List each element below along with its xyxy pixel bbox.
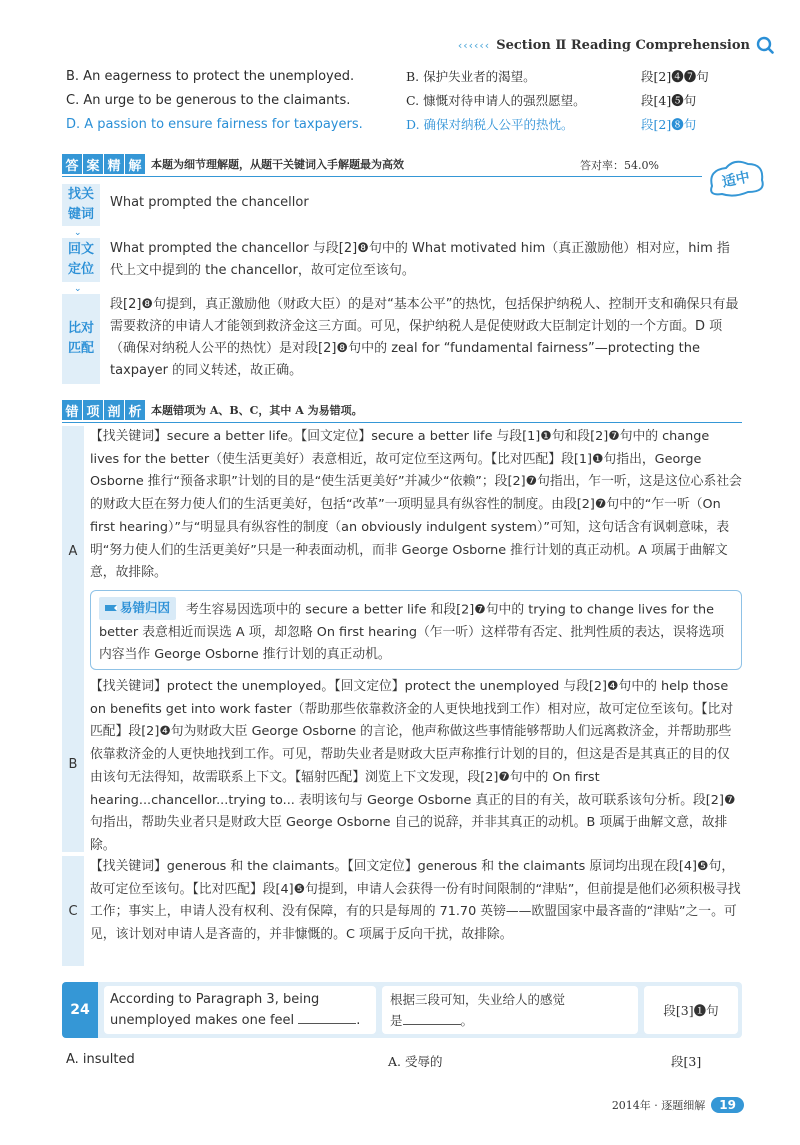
option-analysis: 【找关键词】secure a better life。【回文定位】secure a better life 与段[1]❶句和段[2]❼句中的 change lives for the better（使生活更美好）表意相近，故可定位至这两句。【比对匹配】段[1]❶句指出，George Osborne 推行“预备求职”计划的目的是“使生活更美好”并减少“依赖”；段[2]❼句指出，乍一听，这是这位心系社会的财政大臣在努力使人们的生活更美好，包括“改革”一项明显具有纵容性的制度。由段[2]❼句中的“乍一听（On first hearing）”与“明显具有纵容性的制度（an obviously indulgent system）”可知，这句话含有讽刺意味，表明“努力使人们的生活更美好”只是一种表面动机，而非 George Osborne 推行计划的真正动机。A 项属于曲解文意，故排除。 bbox=[90, 429, 742, 581]
wrong-option-b bbox=[62, 676, 742, 852]
option-letter: A bbox=[62, 426, 84, 676]
option-row-a bbox=[66, 1052, 726, 1070]
tag-char: 项 bbox=[83, 400, 103, 420]
tag-char: 剖 bbox=[104, 400, 124, 420]
option-cn: B. 保护失业者的渴望。 bbox=[406, 69, 536, 84]
question-stem-en: According to Paragraph 3, being unemployed makes one feel . bbox=[104, 986, 376, 1034]
option-analysis: 【找关键词】protect the unemployed。【回文定位】protect the unemployed 与段[2]❹句中的 help those on benefits get into work faster（帮助那些依靠救济金的人更快地找到工作）相对应，故可定位至该句。【比对匹配】段[2]❹句为财政大臣 George Osborne 的言论，他声称做这些事情能够帮助人们远离救济金，并帮助那些依靠救济金的人更快地找到工作。可见，帮助失业者是财政大臣声称推行计划的目的，但这是否是其真正的目的仅由该句无法得知，故需联系上下文。【辐射匹配】浏览上下文发现，段[2]❼句中的 On first hearing...chancellor...trying to... 表明该句与 George Osborne 真正的目的有关，故可联系该句分析。段[2]❼句指出，帮助失业者只是财政大臣 George Osborne 自己的说辞，并非其真正的动机。B 项属于曲解文意，故排除。 bbox=[90, 679, 736, 852]
option-en: D. A passion to ensure fairness for taxpayers. bbox=[66, 116, 363, 132]
question-number: 24 bbox=[62, 982, 98, 1038]
option-letter: B bbox=[62, 676, 84, 852]
answer-section-note: 本题为细节理解题，从题干关键词入手解题最为高效 bbox=[151, 158, 404, 171]
wrong-section-tag bbox=[62, 400, 145, 420]
tag-char: 析 bbox=[125, 400, 145, 420]
wrong-section-head bbox=[62, 400, 363, 420]
footer-text: 2014年 · 逐题细解 bbox=[611, 1099, 706, 1112]
option-cn: C. 慷慨对待申请人的强烈愿望。 bbox=[406, 93, 586, 108]
page-number: 19 bbox=[711, 1097, 744, 1113]
option-row-b bbox=[66, 64, 726, 88]
option-letter: C bbox=[62, 856, 84, 966]
option-ref: 段[2]❹❼句 bbox=[641, 69, 709, 84]
step-text: What prompted the chancellor 与段[2]❽句中的 What motivated him（真正激励他）相对应，him 指代上文中提到的 the chancellor，故可定位至该句。 bbox=[110, 241, 730, 278]
option-row-d-correct bbox=[66, 112, 726, 136]
options-table bbox=[66, 64, 726, 136]
step-locate-text bbox=[62, 238, 742, 286]
header-title: Section Ⅱ Reading Comprehension bbox=[496, 37, 750, 53]
option-ref: 段[4]❺句 bbox=[641, 93, 697, 108]
chevron-down-icon: ⌄ bbox=[74, 228, 82, 238]
badge-text: 适中 bbox=[720, 169, 752, 191]
page-footer bbox=[612, 1097, 744, 1113]
option-ref: 段[2]❽句 bbox=[641, 117, 697, 132]
question-stem-cn: 根据三段可知，失业给人的感觉 是 。 bbox=[382, 986, 638, 1034]
tag-char: 精 bbox=[104, 154, 124, 174]
header-arrows: ‹‹‹‹‹‹ bbox=[457, 38, 491, 52]
answer-blank bbox=[403, 1011, 461, 1025]
step-text: What prompted the chancellor bbox=[110, 195, 309, 210]
option-cn: A. 受辱的 bbox=[388, 1054, 443, 1069]
error-tip-box bbox=[90, 590, 742, 670]
question-24-box bbox=[62, 982, 742, 1038]
step-label: 找关 键词 bbox=[62, 184, 100, 226]
answer-section-tag bbox=[62, 154, 145, 174]
step-compare-match bbox=[62, 294, 742, 388]
tag-char: 错 bbox=[62, 400, 82, 420]
wrong-section-note: 本题错项为 A、B、C，其中 A 为易错项。 bbox=[151, 404, 363, 417]
error-tip-text: 考生容易因选项中的 secure a better life 和段[2]❼句中的 trying to change lives for the better 表意相近而误选 A 项，却忽略 On first hearing（乍一听）这样带有否定、批判性质的表达，误将选项内容当作 George Osborne 推行计划的真正动机。 bbox=[99, 602, 725, 663]
tag-char: 案 bbox=[83, 154, 103, 174]
section-divider bbox=[62, 176, 702, 177]
pencil-icon bbox=[105, 603, 117, 613]
tag-char: 答 bbox=[62, 154, 82, 174]
step-label: 比对 匹配 bbox=[62, 294, 100, 384]
answer-section-head bbox=[62, 154, 404, 174]
question-ref: 段[3]❶句 bbox=[644, 986, 738, 1034]
option-cn: D. 确保对纳税人公平的热忱。 bbox=[406, 117, 574, 132]
answer-blank bbox=[298, 1010, 356, 1024]
error-tip-label: 易错归因 bbox=[99, 597, 176, 620]
option-analysis: 【找关键词】generous 和 the claimants。【回文定位】generous 和 the claimants 原词均出现在段[4]❺句，故可定位至该句。【比对匹配】段[4]❺句提到，申请人会获得一份有时间限制的“津贴”，但前提是他们必须积极寻找工作；事实上，申请人没有权利、没有保障，有的只是每周的 71.70 英镑——欧盟国家中最吝啬的“津贴”之一。可见，该计划对申请人是吝啬的，并非慷慨的。C 项属于反向干扰，故排除。 bbox=[90, 859, 741, 943]
option-row-c bbox=[66, 88, 726, 112]
step-label: 回文 定位 bbox=[62, 238, 100, 282]
tag-char: 解 bbox=[125, 154, 145, 174]
step-find-keyword bbox=[62, 184, 742, 230]
search-magnifier-icon bbox=[756, 36, 774, 54]
option-en: A. insulted bbox=[66, 1052, 135, 1067]
running-header bbox=[458, 36, 774, 54]
option-ref: 段[3] bbox=[671, 1054, 702, 1069]
option-en: B. An eagerness to protect the unemployed. bbox=[66, 68, 355, 84]
step-text: 段[2]❽句提到，真正激励他（财政大臣）的是对“基本公平”的热忱，包括保护纳税人、控制开支和确保只有最需要救济的申请人才能领到救济金这三方面。可见，保护纳税人是促使财政大臣制定计划的一个方面。D 项（确保对纳税人公平的热忱）是对段[2]❽句中的 zeal for “fundamental fairness”—protecting the taxpayer 的同义转述，故正确。 bbox=[110, 297, 739, 378]
chevron-down-icon: ⌄ bbox=[74, 284, 82, 294]
wrong-option-c bbox=[62, 856, 742, 966]
accuracy-rate: 答对率：54.0% bbox=[580, 159, 659, 172]
section-divider bbox=[62, 422, 742, 423]
option-en: C. An urge to be generous to the claimants. bbox=[66, 92, 351, 108]
